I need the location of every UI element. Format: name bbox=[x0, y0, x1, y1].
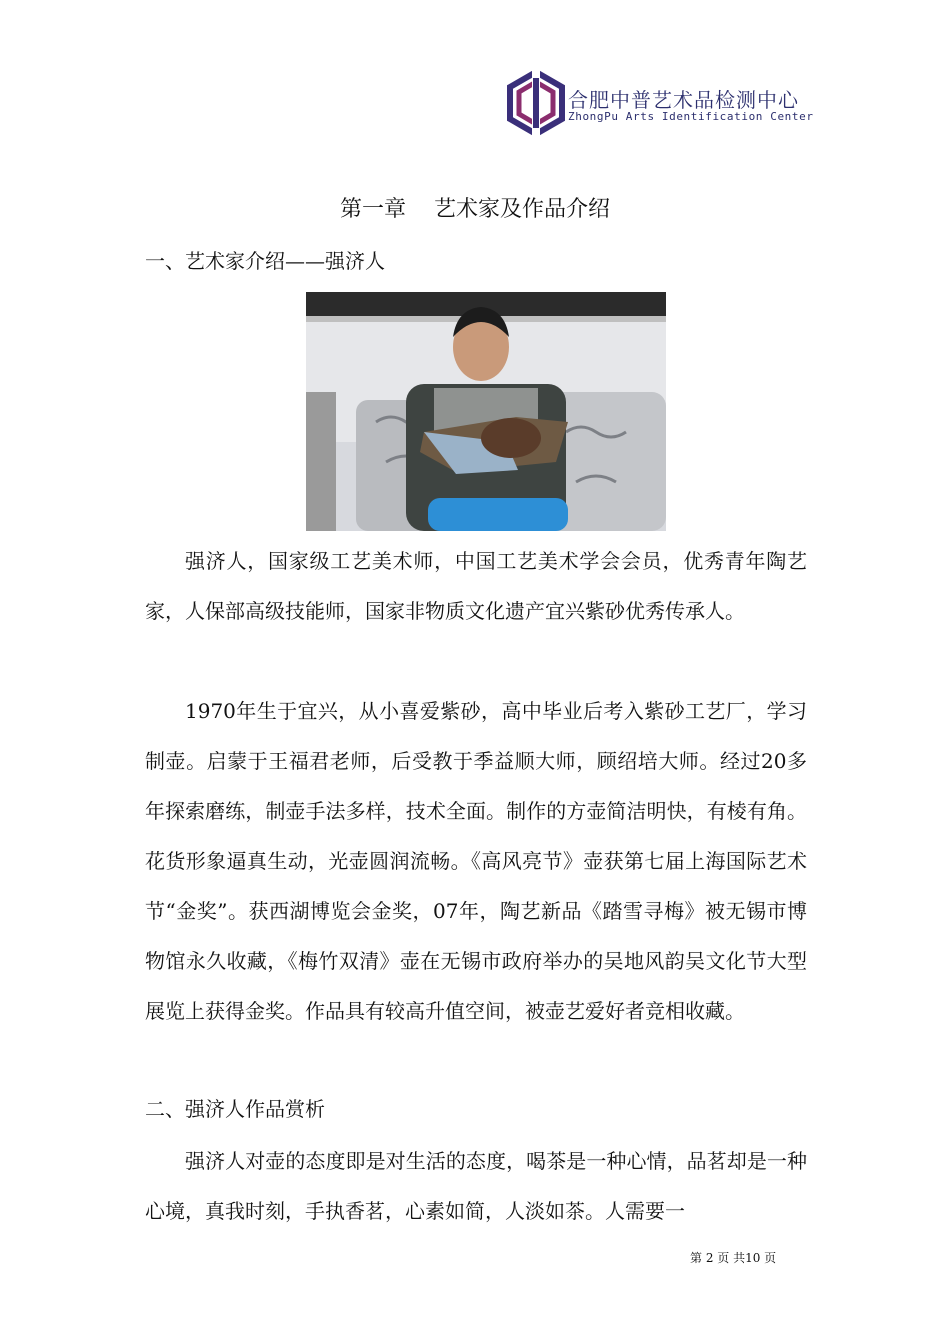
chapter-number: 第一章 bbox=[339, 197, 406, 222]
chapter-name: 艺术家及作品介绍 bbox=[434, 197, 611, 222]
section-heading-works: 二、强济人作品赏析 bbox=[145, 1097, 325, 1121]
org-name-cn: 合肥中普艺术品检测中心 bbox=[568, 88, 799, 112]
zhongpu-logo-icon bbox=[506, 70, 566, 136]
artist-career-paragraph: 1970年生于宜兴，从小喜爱紫砂，高中毕业后考入紫砂工艺厂，学习制壶。启蒙于王福君老师，后受教于季益顺大师，顾绍培大师。经过20多年探索磨练，制壶手法多样，技术全面。制作的方壶简洁明快，有棱有角。花货形象逼真生动，光壶圆润流畅。《高风亮节》壶获第七届上海国际艺术节“金奖”。获西湖博览会金奖，07年，陶艺新品《踏雪寻梅》被无锡市博物馆永久收藏，《梅竹双清》壶在无锡市政府举办的吴地风韵吴文化节大型展览上获得金奖。作品具有较高升值空间，被壶艺爱好者竞相收藏。 bbox=[145, 699, 807, 1023]
org-name-en: ZhongPu Arts Identification Center bbox=[568, 110, 814, 123]
artist-photo bbox=[306, 292, 666, 531]
works-paragraph: 强济人对壶的态度即是对生活的态度，喝茶是一种心情，品茗却是一种心境，真我时刻，手执香茗，心素如简，人淡如茶。人需要一 bbox=[145, 1149, 807, 1223]
section-heading-artist: 一、艺术家介绍——强济人 bbox=[145, 249, 385, 273]
chapter-title bbox=[0, 192, 950, 223]
page-number: 第 2 页 共10 页 bbox=[690, 1251, 777, 1265]
artist-bio-paragraph: 强济人，国家级工艺美术师，中国工艺美术学会会员，优秀青年陶艺家，人保部高级技能师，国家非物质文化遗产宜兴紫砂优秀传承人。 bbox=[145, 549, 807, 623]
page-header bbox=[506, 70, 816, 136]
